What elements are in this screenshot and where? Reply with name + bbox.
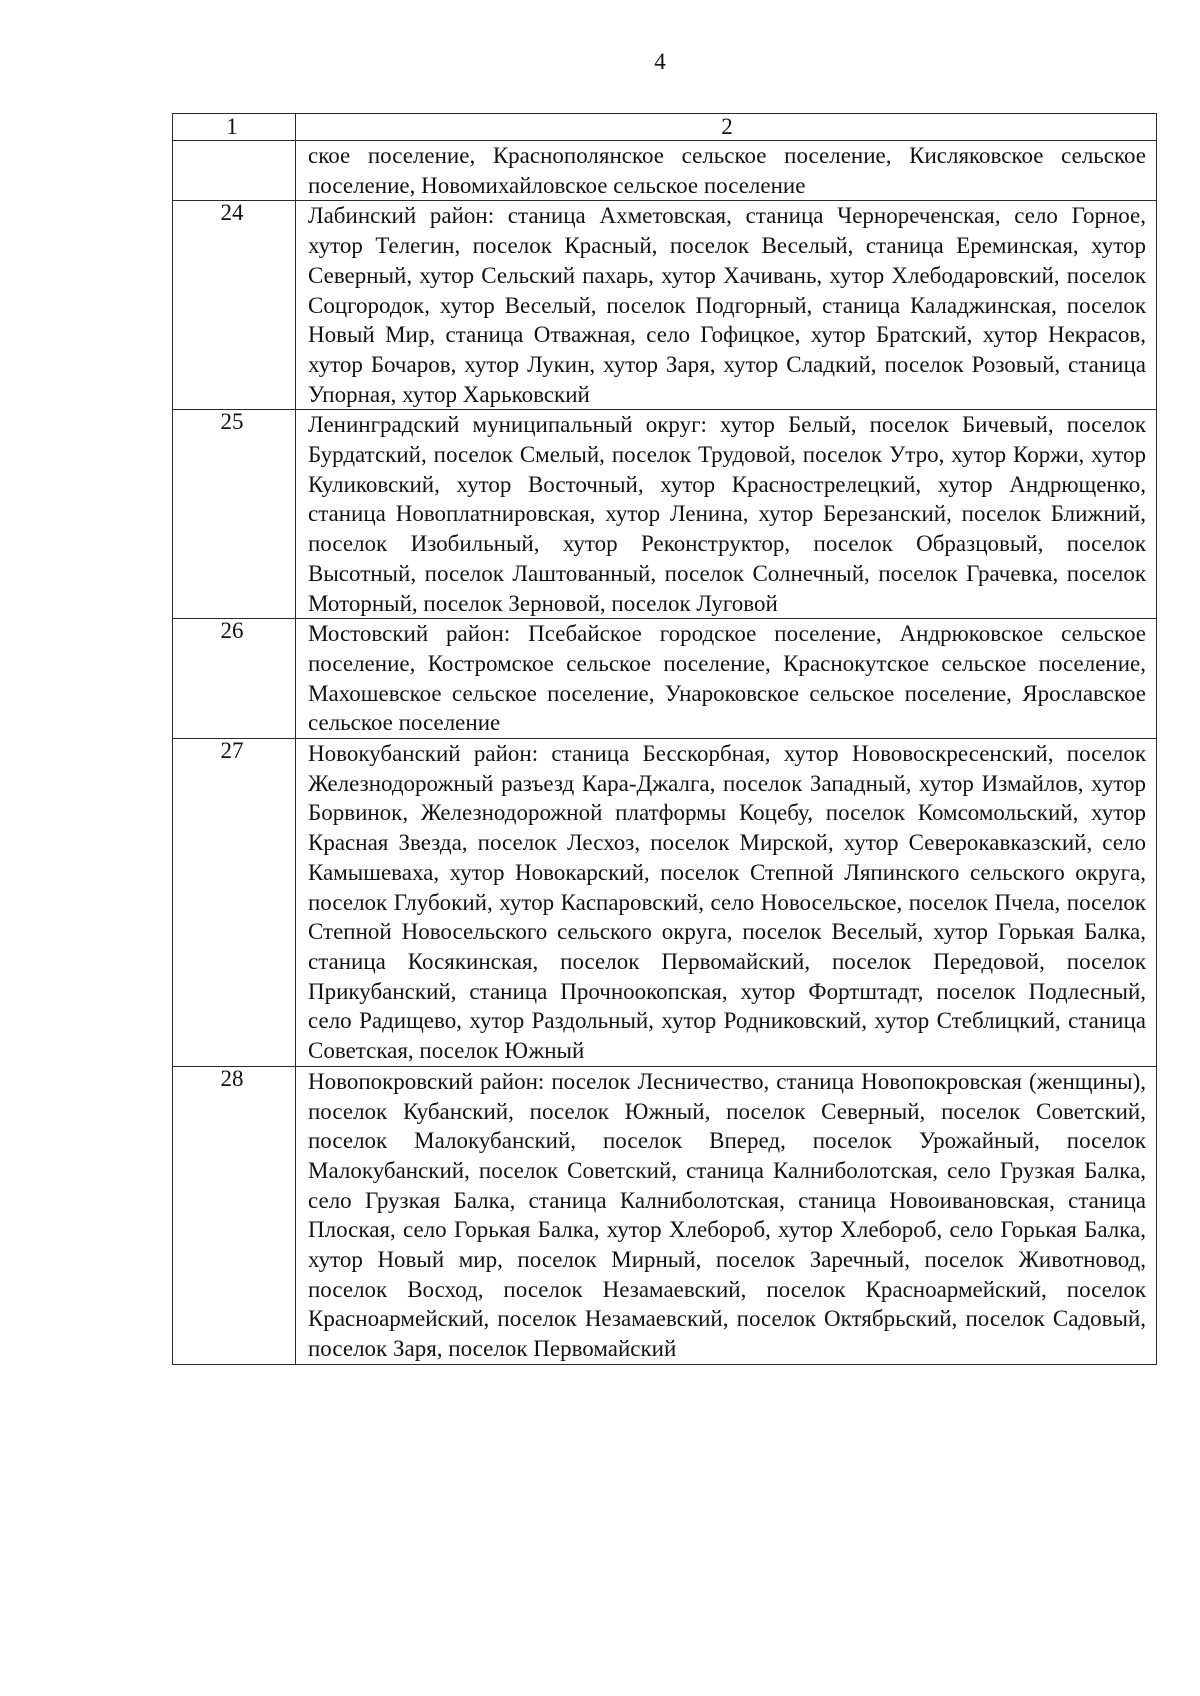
header-cell-text: 2 bbox=[296, 114, 1157, 141]
page-number: 4 bbox=[654, 49, 666, 74]
row-text: Мостовский район: Псебайское городское поселение, Андрюковское сельское поселение, Костромское сельское поселение, Краснокутское сельское поселение, Махошевское сельское поселение, Унароковское сельское поселение, Ярославское сельское поселение bbox=[296, 619, 1157, 739]
row-text: Лабинский район: станица Ахметовская, станица Черноречeнская, село Горное, хутор Телегин, поселок Красный, поселок Веселый, станица Ереминская, хутор Северный, хутор Сельский пахарь, хутор Хачивань, хутор Хлебодаровский, поселок Соцгородок, хутор Веселый, поселок Подгорный, станица Каладжинская, поселок Новый Мир, станица Отважная, село Гофицкое, хутор Братский, хутор Некрасов, хутор Бочаров, хутор Лукин, хутор Заря, хутор Сладкий, поселок Розовый, станица Упорная, хутор Харьковский bbox=[296, 201, 1157, 410]
settlements-table bbox=[172, 113, 1157, 1365]
header-cell-number: 1 bbox=[173, 114, 296, 141]
row-number bbox=[173, 141, 296, 201]
row-number: 28 bbox=[173, 1066, 296, 1364]
table-header-row bbox=[173, 114, 1157, 141]
row-number: 25 bbox=[173, 410, 296, 619]
row-number: 27 bbox=[173, 739, 296, 1067]
row-number: 24 bbox=[173, 201, 296, 410]
row-text: ское поселение, Краснополянское сельское поселение, Кисляковское сельское поселение, Новомихайловское сельское поселение bbox=[296, 141, 1157, 201]
table-row bbox=[173, 201, 1157, 410]
table-row bbox=[173, 1066, 1157, 1364]
table-row bbox=[173, 141, 1157, 201]
table-row bbox=[173, 739, 1157, 1067]
row-number: 26 bbox=[173, 619, 296, 739]
row-text: Ленинградский муниципальный округ: хутор Белый, поселок Бичевый, поселок Бурдатский, поселок Смелый, поселок Трудовой, поселок Утро, хутор Коржи, хутор Куликовский, хутор Восточный, хутор Краснострелецкий, хутор Андрющенко, станица Новоплатнировская, хутор Ленина, хутор Березанский, поселок Ближний, поселок Изобильный, хутор Реконструктор, поселок Образцовый, поселок Высотный, поселок Лаштованный, поселок Солнечный, поселок Грачевка, поселок Моторный, поселок Зерновой, поселок Луговой bbox=[296, 410, 1157, 619]
row-text: Новопокровский район: поселок Лесничество, станица Новопокровская (женщины), поселок Кубанский, поселок Южный, поселок Северный, поселок Советский, поселок Малокубанский, поселок Вперед, поселок Урожайный, поселок Малокубанский, поселок Советский, станица Калниболотская, село Грузкая Балка, село Грузкая Балка, станица Калниболотская, станица Новоивановская, станица Плоская, село Горькая Балка, хутор Хлебороб, хутор Хлебороб, село Горькая Балка, хутор Новый мир, поселок Мирный, поселок Заречный, поселок Животновод, поселок Восход, поселок Незамаевский, поселок Красноармейский, поселок Красноармейский, поселок Незамаевский, поселок Октябрьский, поселок Садовый, поселок Заря, поселок Первомайский bbox=[296, 1066, 1157, 1364]
table-row bbox=[173, 619, 1157, 739]
table-row bbox=[173, 410, 1157, 619]
row-text: Новокубанский район: станица Бесскорбная, хутор Нововоскресенский, поселок Железнодорожный разъезд Кара-Джалга, поселок Западный, хутор Измайлов, хутор Борвинок, Железнодорожной платформы Коцебу, поселок Комсомольский, хутор Красная Звезда, поселок Лесхоз, поселок Мирской, хутор Северокавказский, село Камышеваха, хутор Новокарский, поселок Степной Ляпинского сельского округа, поселок Глубокий, хутор Каспаровский, село Новосельское, поселок Пчела, поселок Степной Новосельского сельского округа, поселок Веселый, хутор Горькая Балка, станица Косякинская, поселок Первомайский, поселок Передовой, поселок Прикубанский, станица Прочноокопская, хутор Фортштадт, поселок Подлесный, село Радищево, хутор Раздольный, хутор Родниковский, хутор Стеблицкий, станица Советская, поселок Южный bbox=[296, 739, 1157, 1067]
